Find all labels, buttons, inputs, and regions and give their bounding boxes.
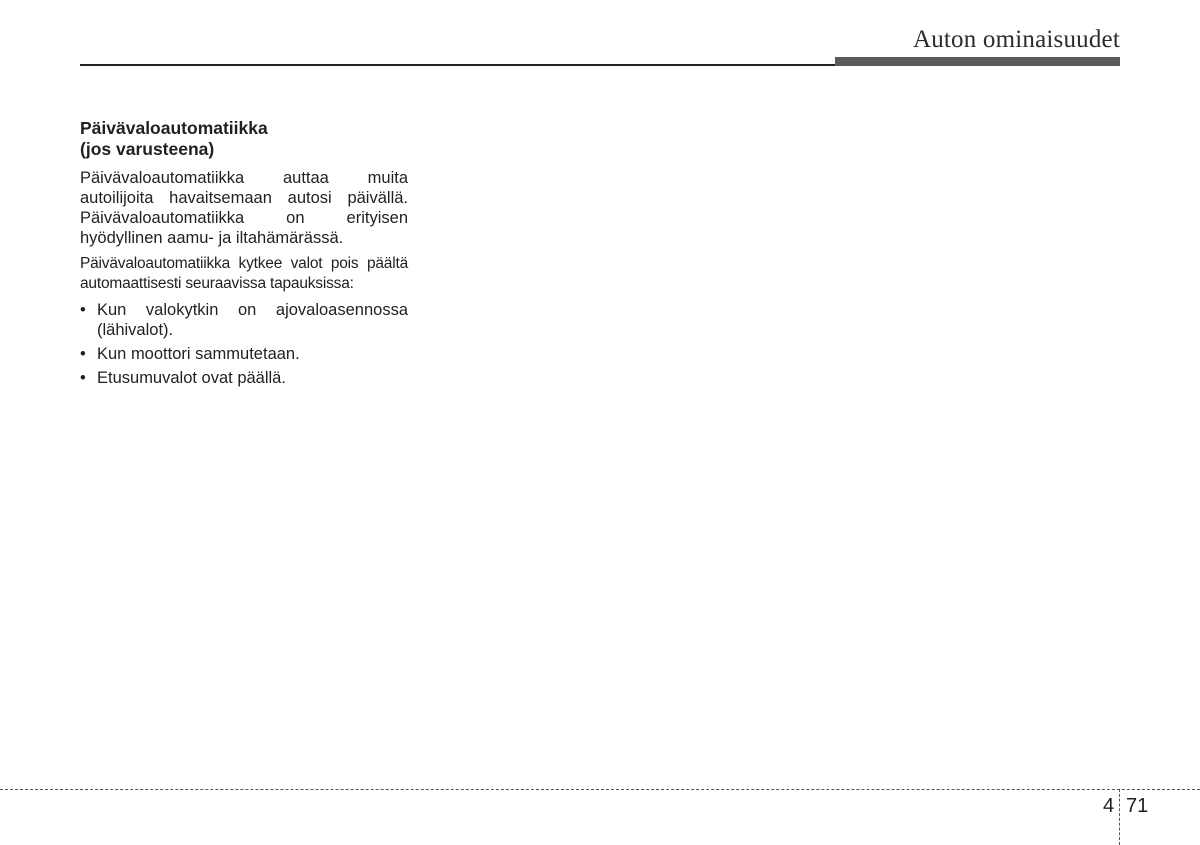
list-item-text: Etusumuvalot ovat päällä. xyxy=(97,369,286,387)
section-heading-subtitle: (jos varusteena) xyxy=(80,139,215,159)
bullet-list xyxy=(80,300,408,388)
content-column xyxy=(80,118,408,392)
bullet-icon: • xyxy=(80,369,86,387)
bullet-icon: • xyxy=(80,301,86,319)
footer-divider xyxy=(0,789,1200,790)
body-paragraph-conditions: Päivävaloautomatiikka kytkee valot pois päältä automaattisesti seuraavissa tapauksissa: xyxy=(80,255,408,292)
header-rule-accent xyxy=(835,57,1120,66)
bullet-icon: • xyxy=(80,345,86,363)
page-number-divider xyxy=(1119,789,1120,845)
body-paragraph-intro: Päivävaloautomatiikka auttaa muita autoilijoita havaitsemaan autosi päivällä. Päivävaloautomatiikka on erityisen hyödyllinen aamu- ja iltahämärässä. xyxy=(80,169,408,247)
list-item xyxy=(80,344,408,364)
running-header: Auton ominaisuudet xyxy=(912,26,1120,53)
list-item-text: Kun valokytkin on ajovaloasennossa (lähivalot). xyxy=(97,301,408,339)
list-item xyxy=(80,300,408,340)
chapter-number: 4 xyxy=(1103,795,1115,817)
section-heading-title: Päivävaloautomatiikka xyxy=(80,118,268,138)
page-number: 71 xyxy=(1126,795,1149,817)
section-heading xyxy=(80,118,408,160)
header-rule xyxy=(80,64,835,66)
list-item-text: Kun moottori sammutetaan. xyxy=(97,345,300,363)
list-item xyxy=(80,368,408,388)
